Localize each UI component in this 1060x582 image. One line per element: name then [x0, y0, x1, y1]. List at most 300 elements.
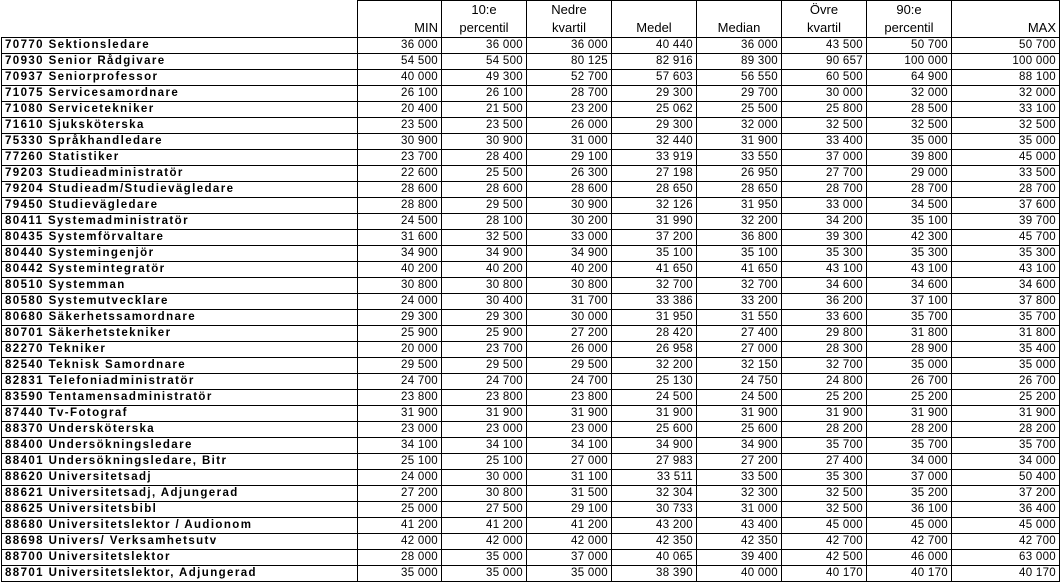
- cell-title: 88621 Universitetsadj, Adjungerad: [2, 486, 358, 502]
- cell-p90: 37 100: [867, 294, 952, 310]
- cell-min: 31 600: [358, 230, 442, 246]
- cell-median: 33 200: [697, 294, 782, 310]
- cell-p10: 21 500: [442, 102, 527, 118]
- cell-max: 32 000: [952, 86, 1060, 102]
- cell-q3: 37 000: [782, 150, 867, 166]
- cell-q3: 32 500: [782, 486, 867, 502]
- cell-q1: 40 200: [527, 262, 612, 278]
- cell-max: 100 000: [952, 54, 1060, 70]
- table-row: [2, 118, 1060, 134]
- cell-min: 29 300: [358, 310, 442, 326]
- cell-mean: 31 950: [612, 310, 697, 326]
- cell-p10: 28 600: [442, 182, 527, 198]
- table-row: [2, 246, 1060, 262]
- table-row: [2, 86, 1060, 102]
- cell-mean: 40 065: [612, 550, 697, 566]
- cell-q1: 33 000: [527, 230, 612, 246]
- table-row: [2, 278, 1060, 294]
- table-row: [2, 438, 1060, 454]
- cell-max: 35 400: [952, 342, 1060, 358]
- cell-mean: 26 958: [612, 342, 697, 358]
- cell-max: 28 200: [952, 422, 1060, 438]
- cell-mean: 31 990: [612, 214, 697, 230]
- table-body: [2, 38, 1060, 582]
- cell-p90: 35 700: [867, 438, 952, 454]
- cell-q1: 23 800: [527, 390, 612, 406]
- cell-min: 24 000: [358, 294, 442, 310]
- header-top-q1: Nedre: [527, 1, 612, 20]
- cell-q1: 41 200: [527, 518, 612, 534]
- cell-q3: 24 800: [782, 374, 867, 390]
- table-row: [2, 390, 1060, 406]
- cell-p10: 41 200: [442, 518, 527, 534]
- cell-q1: 30 800: [527, 278, 612, 294]
- cell-min: 30 800: [358, 278, 442, 294]
- cell-mean: 27 983: [612, 454, 697, 470]
- cell-q3: 28 300: [782, 342, 867, 358]
- cell-q1: 36 000: [527, 38, 612, 54]
- cell-max: 63 000: [952, 550, 1060, 566]
- cell-p10: 30 800: [442, 278, 527, 294]
- cell-median: 34 900: [697, 438, 782, 454]
- cell-max: 40 170: [952, 566, 1060, 582]
- cell-q1: 26 000: [527, 118, 612, 134]
- cell-median: 89 300: [697, 54, 782, 70]
- cell-title: 80435 Systemförvaltare: [2, 230, 358, 246]
- cell-mean: 27 198: [612, 166, 697, 182]
- header-min: MIN: [358, 19, 442, 38]
- cell-min: 34 900: [358, 246, 442, 262]
- cell-q1: 30 900: [527, 198, 612, 214]
- cell-min: 29 500: [358, 358, 442, 374]
- cell-p10: 30 900: [442, 134, 527, 150]
- table-row: [2, 342, 1060, 358]
- cell-p10: 23 800: [442, 390, 527, 406]
- cell-median: 39 400: [697, 550, 782, 566]
- cell-max: 42 700: [952, 534, 1060, 550]
- table-row: [2, 102, 1060, 118]
- cell-min: 28 800: [358, 198, 442, 214]
- cell-title: 80680 Säkerhetssamordnare: [2, 310, 358, 326]
- cell-median: 36 800: [697, 230, 782, 246]
- cell-q1: 31 000: [527, 134, 612, 150]
- header-q3: kvartil: [782, 19, 867, 38]
- cell-q3: 35 300: [782, 470, 867, 486]
- cell-mean: 30 733: [612, 502, 697, 518]
- cell-q3: 35 700: [782, 438, 867, 454]
- cell-p10: 28 400: [442, 150, 527, 166]
- cell-q3: 25 800: [782, 102, 867, 118]
- cell-title: 70937 Seniorprofessor: [2, 70, 358, 86]
- cell-max: 25 200: [952, 390, 1060, 406]
- table-row: [2, 518, 1060, 534]
- table-row: [2, 38, 1060, 54]
- cell-title: 80411 Systemadministratör: [2, 214, 358, 230]
- cell-title: 88620 Universitetsadj: [2, 470, 358, 486]
- cell-q3: 28 200: [782, 422, 867, 438]
- cell-min: 23 000: [358, 422, 442, 438]
- cell-min: 24 500: [358, 214, 442, 230]
- cell-q1: 34 100: [527, 438, 612, 454]
- cell-p10: 42 000: [442, 534, 527, 550]
- cell-q3: 27 400: [782, 454, 867, 470]
- cell-p10: 28 100: [442, 214, 527, 230]
- cell-q3: 32 500: [782, 118, 867, 134]
- cell-q3: 32 500: [782, 502, 867, 518]
- cell-min: 26 100: [358, 86, 442, 102]
- cell-median: 31 550: [697, 310, 782, 326]
- cell-title: 88701 Universitetslektor, Adjungerad: [2, 566, 358, 582]
- cell-min: 54 500: [358, 54, 442, 70]
- cell-max: 45 000: [952, 150, 1060, 166]
- cell-mean: 40 440: [612, 38, 697, 54]
- cell-q1: 80 125: [527, 54, 612, 70]
- header-top-mean: [612, 1, 697, 20]
- header-max: MAX: [952, 19, 1060, 38]
- cell-min: 23 800: [358, 390, 442, 406]
- cell-q3: 42 500: [782, 550, 867, 566]
- cell-min: 28 000: [358, 550, 442, 566]
- cell-q3: 27 700: [782, 166, 867, 182]
- cell-median: 26 950: [697, 166, 782, 182]
- cell-mean: 37 200: [612, 230, 697, 246]
- cell-mean: 33 919: [612, 150, 697, 166]
- cell-mean: 57 603: [612, 70, 697, 86]
- cell-title: 79450 Studievägledare: [2, 198, 358, 214]
- cell-q1: 26 300: [527, 166, 612, 182]
- cell-max: 35 700: [952, 438, 1060, 454]
- cell-p10: 26 100: [442, 86, 527, 102]
- cell-title: 71080 Servicetekniker: [2, 102, 358, 118]
- cell-q3: 39 300: [782, 230, 867, 246]
- cell-mean: 28 650: [612, 182, 697, 198]
- cell-mean: 34 900: [612, 438, 697, 454]
- cell-title: 75330 Språkhandledare: [2, 134, 358, 150]
- cell-max: 35 300: [952, 246, 1060, 262]
- cell-p90: 32 000: [867, 86, 952, 102]
- cell-median: 27 200: [697, 454, 782, 470]
- cell-median: 24 750: [697, 374, 782, 390]
- header-blank-2: [2, 19, 358, 38]
- cell-p10: 49 300: [442, 70, 527, 86]
- cell-max: 34 000: [952, 454, 1060, 470]
- table-row: [2, 70, 1060, 86]
- cell-p90: 32 500: [867, 118, 952, 134]
- cell-p90: 35 100: [867, 214, 952, 230]
- table-row: [2, 198, 1060, 214]
- cell-mean: 32 200: [612, 358, 697, 374]
- cell-max: 34 600: [952, 278, 1060, 294]
- cell-p10: 30 800: [442, 486, 527, 502]
- cell-title: 71610 Sjuksköterska: [2, 118, 358, 134]
- cell-max: 26 700: [952, 374, 1060, 390]
- cell-min: 40 200: [358, 262, 442, 278]
- cell-mean: 28 420: [612, 326, 697, 342]
- cell-p10: 31 900: [442, 406, 527, 422]
- cell-max: 45 000: [952, 518, 1060, 534]
- cell-p90: 35 300: [867, 246, 952, 262]
- cell-p90: 26 700: [867, 374, 952, 390]
- cell-q3: 43 100: [782, 262, 867, 278]
- cell-min: 40 000: [358, 70, 442, 86]
- cell-mean: 24 500: [612, 390, 697, 406]
- table-row: [2, 566, 1060, 582]
- cell-p10: 36 000: [442, 38, 527, 54]
- cell-title: 80510 Systemman: [2, 278, 358, 294]
- cell-p90: 35 000: [867, 134, 952, 150]
- cell-q1: 31 500: [527, 486, 612, 502]
- cell-min: 31 900: [358, 406, 442, 422]
- cell-p10: 32 500: [442, 230, 527, 246]
- cell-q3: 43 500: [782, 38, 867, 54]
- cell-q1: 29 100: [527, 502, 612, 518]
- cell-min: 25 000: [358, 502, 442, 518]
- cell-min: 27 200: [358, 486, 442, 502]
- cell-min: 23 500: [358, 118, 442, 134]
- cell-median: 31 900: [697, 406, 782, 422]
- cell-max: 35 000: [952, 134, 1060, 150]
- cell-q1: 34 900: [527, 246, 612, 262]
- cell-p90: 25 200: [867, 390, 952, 406]
- table-row: [2, 454, 1060, 470]
- cell-title: 88400 Undersökningsledare: [2, 438, 358, 454]
- cell-p10: 30 000: [442, 470, 527, 486]
- cell-p90: 42 700: [867, 534, 952, 550]
- cell-min: 30 900: [358, 134, 442, 150]
- cell-q3: 42 700: [782, 534, 867, 550]
- cell-q1: 29 500: [527, 358, 612, 374]
- cell-title: 77260 Statistiker: [2, 150, 358, 166]
- cell-p10: 35 000: [442, 550, 527, 566]
- cell-median: 43 400: [697, 518, 782, 534]
- cell-p10: 23 700: [442, 342, 527, 358]
- cell-p10: 29 300: [442, 310, 527, 326]
- cell-q1: 52 700: [527, 70, 612, 86]
- cell-median: 32 150: [697, 358, 782, 374]
- table-row: [2, 166, 1060, 182]
- cell-q3: 60 500: [782, 70, 867, 86]
- cell-median: 33 500: [697, 470, 782, 486]
- cell-q1: 27 000: [527, 454, 612, 470]
- cell-title: 87440 Tv-Fotograf: [2, 406, 358, 422]
- cell-p10: 34 900: [442, 246, 527, 262]
- cell-median: 40 000: [697, 566, 782, 582]
- cell-max: 50 400: [952, 470, 1060, 486]
- cell-mean: 43 200: [612, 518, 697, 534]
- cell-q1: 37 000: [527, 550, 612, 566]
- cell-title: 82270 Tekniker: [2, 342, 358, 358]
- cell-max: 37 800: [952, 294, 1060, 310]
- cell-max: 37 600: [952, 198, 1060, 214]
- cell-p90: 34 600: [867, 278, 952, 294]
- header-q1: kvartil: [527, 19, 612, 38]
- cell-p90: 39 800: [867, 150, 952, 166]
- cell-median: 33 550: [697, 150, 782, 166]
- cell-mean: 32 440: [612, 134, 697, 150]
- table-row: [2, 534, 1060, 550]
- table-row: [2, 262, 1060, 278]
- cell-p90: 31 900: [867, 406, 952, 422]
- cell-q1: 30 200: [527, 214, 612, 230]
- cell-p90: 46 000: [867, 550, 952, 566]
- cell-min: 22 600: [358, 166, 442, 182]
- cell-median: 42 350: [697, 534, 782, 550]
- table-row: [2, 470, 1060, 486]
- cell-q3: 33 000: [782, 198, 867, 214]
- cell-p10: 30 400: [442, 294, 527, 310]
- header-top-p90: 90:e: [867, 1, 952, 20]
- cell-median: 31 000: [697, 502, 782, 518]
- cell-title: 88625 Universitetsbibl: [2, 502, 358, 518]
- cell-median: 32 200: [697, 214, 782, 230]
- table-row: [2, 134, 1060, 150]
- cell-p90: 28 900: [867, 342, 952, 358]
- cell-q3: 34 200: [782, 214, 867, 230]
- table-row: [2, 550, 1060, 566]
- cell-q3: 33 600: [782, 310, 867, 326]
- cell-q3: 45 000: [782, 518, 867, 534]
- cell-p90: 28 200: [867, 422, 952, 438]
- cell-q1: 24 700: [527, 374, 612, 390]
- cell-q1: 29 100: [527, 150, 612, 166]
- cell-p90: 29 000: [867, 166, 952, 182]
- cell-median: 27 000: [697, 342, 782, 358]
- table-row: [2, 406, 1060, 422]
- cell-median: 24 500: [697, 390, 782, 406]
- cell-q1: 28 700: [527, 86, 612, 102]
- cell-min: 23 700: [358, 150, 442, 166]
- cell-mean: 38 390: [612, 566, 697, 582]
- cell-title: 79203 Studieadministratör: [2, 166, 358, 182]
- cell-title: 80580 Systemutvecklare: [2, 294, 358, 310]
- cell-q3: 29 800: [782, 326, 867, 342]
- cell-title: 88370 Undersköterska: [2, 422, 358, 438]
- cell-mean: 25 062: [612, 102, 697, 118]
- cell-q1: 23 200: [527, 102, 612, 118]
- table-row: [2, 182, 1060, 198]
- table-row: [2, 54, 1060, 70]
- cell-p90: 42 300: [867, 230, 952, 246]
- cell-p10: 23 500: [442, 118, 527, 134]
- cell-q1: 30 000: [527, 310, 612, 326]
- header-row-top: [2, 1, 1060, 20]
- table-row: [2, 422, 1060, 438]
- cell-min: 20 400: [358, 102, 442, 118]
- cell-mean: 29 300: [612, 86, 697, 102]
- cell-p10: 24 700: [442, 374, 527, 390]
- cell-median: 32 700: [697, 278, 782, 294]
- cell-mean: 33 511: [612, 470, 697, 486]
- cell-median: 31 950: [697, 198, 782, 214]
- header-row-bottom: [2, 19, 1060, 38]
- cell-p90: 35 200: [867, 486, 952, 502]
- cell-max: 39 700: [952, 214, 1060, 230]
- cell-mean: 32 126: [612, 198, 697, 214]
- cell-q3: 33 400: [782, 134, 867, 150]
- cell-max: 35 700: [952, 310, 1060, 326]
- cell-q3: 31 900: [782, 406, 867, 422]
- cell-median: 35 100: [697, 246, 782, 262]
- cell-p90: 34 000: [867, 454, 952, 470]
- header-mean: Medel: [612, 19, 697, 38]
- cell-mean: 32 304: [612, 486, 697, 502]
- table-row: [2, 374, 1060, 390]
- cell-p10: 25 900: [442, 326, 527, 342]
- header-top-q3: Övre: [782, 1, 867, 20]
- cell-title: 80440 Systemingenjör: [2, 246, 358, 262]
- cell-max: 45 700: [952, 230, 1060, 246]
- cell-mean: 33 386: [612, 294, 697, 310]
- cell-median: 32 300: [697, 486, 782, 502]
- cell-q3: 36 200: [782, 294, 867, 310]
- cell-max: 31 800: [952, 326, 1060, 342]
- header-p10: percentil: [442, 19, 527, 38]
- cell-q1: 31 700: [527, 294, 612, 310]
- cell-max: 33 500: [952, 166, 1060, 182]
- cell-mean: 32 700: [612, 278, 697, 294]
- cell-mean: 82 916: [612, 54, 697, 70]
- cell-q3: 34 600: [782, 278, 867, 294]
- cell-q1: 42 000: [527, 534, 612, 550]
- table-row: [2, 502, 1060, 518]
- cell-min: 24 000: [358, 470, 442, 486]
- cell-max: 35 000: [952, 358, 1060, 374]
- header-median: Median: [697, 19, 782, 38]
- cell-min: 20 000: [358, 342, 442, 358]
- cell-median: 25 500: [697, 102, 782, 118]
- cell-mean: 42 350: [612, 534, 697, 550]
- table-row: [2, 294, 1060, 310]
- table-row: [2, 214, 1060, 230]
- cell-median: 56 550: [697, 70, 782, 86]
- cell-min: 25 100: [358, 454, 442, 470]
- cell-min: 35 000: [358, 566, 442, 582]
- cell-p90: 37 000: [867, 470, 952, 486]
- cell-mean: 25 130: [612, 374, 697, 390]
- cell-title: 79204 Studieadm/Studievägledare: [2, 182, 358, 198]
- cell-min: 42 000: [358, 534, 442, 550]
- cell-max: 50 700: [952, 38, 1060, 54]
- cell-max: 88 100: [952, 70, 1060, 86]
- cell-q1: 31 100: [527, 470, 612, 486]
- cell-p90: 50 700: [867, 38, 952, 54]
- cell-median: 41 650: [697, 262, 782, 278]
- cell-p90: 28 700: [867, 182, 952, 198]
- cell-p90: 36 100: [867, 502, 952, 518]
- table-row: [2, 230, 1060, 246]
- cell-max: 36 400: [952, 502, 1060, 518]
- cell-q1: 23 000: [527, 422, 612, 438]
- cell-p10: 25 500: [442, 166, 527, 182]
- cell-p90: 45 000: [867, 518, 952, 534]
- cell-p90: 31 800: [867, 326, 952, 342]
- cell-q3: 25 200: [782, 390, 867, 406]
- cell-min: 28 600: [358, 182, 442, 198]
- cell-title: 80701 Säkerhetstekniker: [2, 326, 358, 342]
- cell-p10: 35 000: [442, 566, 527, 582]
- cell-median: 28 650: [697, 182, 782, 198]
- cell-title: 83590 Tentamensadministratör: [2, 390, 358, 406]
- cell-title: 80442 Systemintegratör: [2, 262, 358, 278]
- cell-q3: 28 700: [782, 182, 867, 198]
- table-row: [2, 358, 1060, 374]
- cell-q1: 27 200: [527, 326, 612, 342]
- cell-max: 33 100: [952, 102, 1060, 118]
- cell-p90: 64 900: [867, 70, 952, 86]
- cell-q1: 28 600: [527, 182, 612, 198]
- cell-title: 88680 Universitetslektor / Audionom: [2, 518, 358, 534]
- cell-max: 28 700: [952, 182, 1060, 198]
